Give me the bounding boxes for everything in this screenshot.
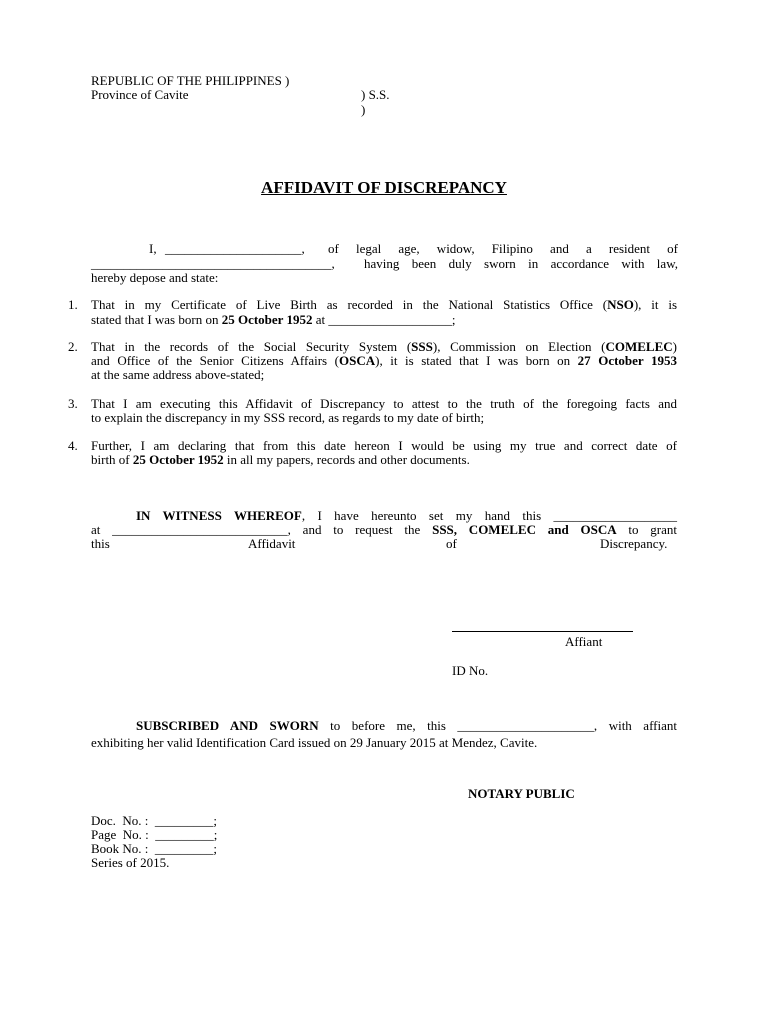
ss-marker: ) S.S. [361, 87, 390, 102]
jurat-line-1: SUBSCRIBED AND SWORN to before me, this _____________________, with affiant [136, 718, 677, 733]
item-2-line-1: That in the records of the Social Security System (SSS), Commission on Election (COMELEC) [91, 339, 677, 354]
item-2-line-3: at the same address above-stated; [91, 367, 265, 382]
document-title: AFFIDAVIT OF DISCREPANCY [261, 178, 507, 197]
intro-pronoun: I, [149, 241, 157, 256]
address-blank: _____________________________________, [91, 256, 335, 271]
item-3-line-2: to explain the discrepancy in my SSS record, as regards to my date of birth; [91, 410, 485, 425]
witness-word-discrepancy: Discrepancy. [600, 536, 668, 551]
name-blank: _____________________, [165, 241, 305, 256]
series-year: Series of 2015. [91, 855, 170, 870]
book-number: Book No. : _________; [91, 841, 218, 856]
item-number-2: 2. [68, 339, 78, 354]
witness-word-affidavit: Affidavit [248, 536, 296, 551]
witness-line-1: IN WITNESS WHEREOF, I have hereunto set my hand this ___________________ [136, 508, 677, 523]
paren-marker: ) [361, 102, 366, 117]
affiant-signature-line [452, 631, 633, 632]
jurat-line-2: exhibiting her valid Identification Card issued on 29 January 2015 at Mendez, Cavite. [91, 735, 538, 750]
item-4-line-1: Further, I am declaring that from this date hereon I would be using my true and correct date of [91, 438, 677, 453]
intro-line1: of legal age, widow, Filipino and a resident of [328, 241, 678, 256]
doc-number: Doc. No. : _________; [91, 813, 218, 828]
affiant-label: Affiant [565, 634, 603, 649]
intro-line2: having been duly sworn in accordance with law, [364, 256, 678, 271]
item-1-line-1: That in my Certificate of Live Birth as recorded in the National Statistics Office (NSO), it is [91, 297, 677, 312]
item-number-3: 3. [68, 396, 78, 411]
item-2-line-2: and Office of the Senior Citizens Affairs (OSCA), it is stated that I was born on 27 October 1953 [91, 353, 678, 368]
republic-line: REPUBLIC OF THE PHILIPPINES ) [91, 73, 290, 88]
witness-line-2: at ___________________________, and to request the SSS, COMELEC and OSCA to grant [91, 522, 677, 537]
page-number: Page No. : _________; [91, 827, 218, 842]
intro-line3: hereby depose and state: [91, 270, 219, 285]
id-number-label: ID No. [452, 663, 489, 678]
province-line: Province of Cavite [91, 87, 189, 102]
notary-public-label: NOTARY PUBLIC [468, 786, 575, 801]
item-number-4: 4. [68, 438, 78, 453]
item-number-1: 1. [68, 297, 78, 312]
witness-word-of: of [446, 536, 457, 551]
item-4-line-2: birth of 25 October 1952 in all my papers, records and other documents. [91, 452, 470, 467]
item-1-line-2: stated that I was born on 25 October 1952 at ___________________; [91, 312, 456, 327]
witness-word-this: this [91, 536, 110, 551]
item-3-line-1: That I am executing this Affidavit of Discrepancy to attest to the truth of the foregoing facts and [91, 396, 677, 411]
